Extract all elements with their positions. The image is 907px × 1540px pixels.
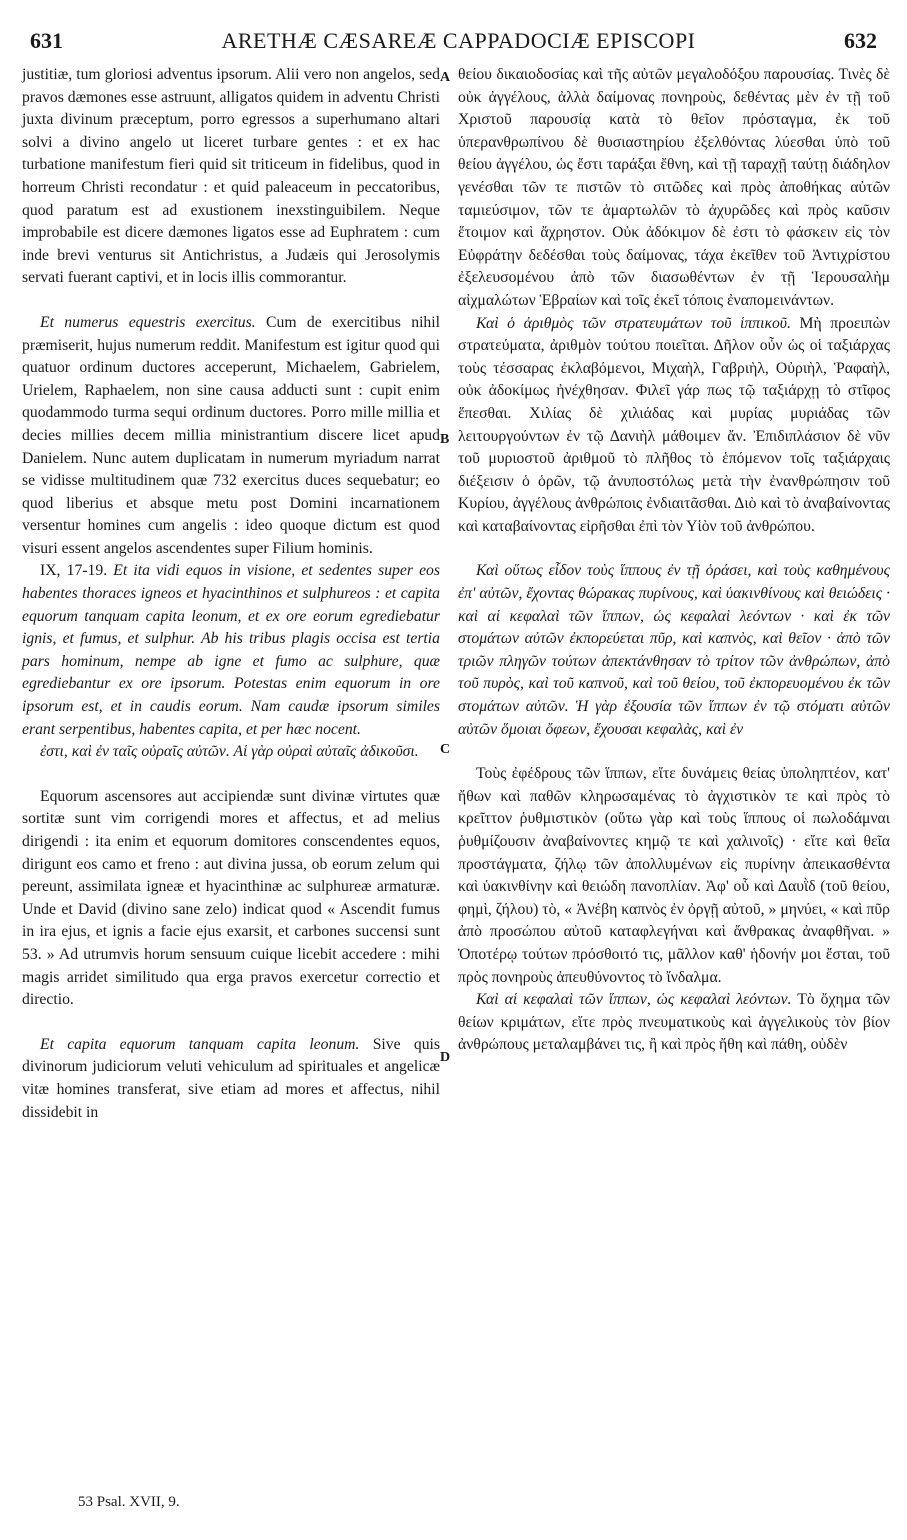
greek-continuation: ἐστι, καὶ ἐν ταῖς οὐραῖς αὐτῶν. Αἱ γὰρ οὐραὶ αὐταῖς ἀδικοῦσι. <box>40 743 419 761</box>
latin-text: justitiæ, tum gloriosi adventus ipsorum. Alii vero non angelos, sed pravos dæmones esse astruunt, alligatos quidem in adventu Christi juxta divinum præceptum, porro egressos a superhumano altari solvi a divino angelo ut liceret turbare gentes : et ex hac turbatione manifestum fieri quid sit triticeum in fidelibus, quod in horreum Christi recondatur : et quid paleaceum in peccatoribus, quod paratum est ad exustionem inexstinguibilem. Neque improbabile est dicere dæmones ligatos esse ad Euphratem : cum inde brevi venturus sit Antichristus, a Judæis qui Jerosolymis servati fuerant captivi, et in locis illis commorantur. <box>22 66 440 287</box>
right-page-number: 632 <box>844 28 877 53</box>
running-title: ARETHÆ CÆSAREÆ CAPPADOCIÆ EPISCOPI <box>221 28 696 53</box>
margin-marker-d: D <box>440 1050 451 1065</box>
greek-paragraph-5 <box>458 989 890 1057</box>
latin-paragraph-5 <box>22 1034 440 1124</box>
greek-text: Μὴ προειπὼν στρατεύματα, ἀριθμὸν τούτου ποιεῖται. Δῆλον οὖν ὡς οἱ ταξιάρχας τοὺς τέσσαρας ἐκλαβόμενοι, Μιχαὴλ, Γαβριὴλ, Οὐριὴλ, Ῥαφαὴλ, οὐκ ἀδοκίμως ἠνέχθησαν. Φιλεῖ γάρ πως τῷ ταξιάρχῃ τὸ στῖφος ἕπεσθαι. Χιλίας δὲ χιλιάδας καὶ μυρίας μυριάδας τῶν λειτουργούντων ἐν τῷ Δανιὴλ μάθοιμεν ἄν. Ἐπιδιπλάσιον δὲ νῦν τοῦ μυριοστοῦ ἀριθμοῦ τὸ πλῆθος τὸ ἑπόμενον τοῖς ταξιάρχαις διέξεισιν ὁ ὁρῶν, τῷ ἀνυποστόλως μετὰ τὴν ἐνανθρώπησιν τοῦ Κυρίου, ἀγγέλους ἀνθρώποις ἐνδιαιτᾶσθαι. Διὸ καὶ τὸ ἀναβαίνοντας καὶ καταβαίνοντας εἰρῆσθαι ἐπὶ τὸν Υἱὸν τοῦ ἀνθρώπου. <box>458 314 890 535</box>
margin-marker-c: C <box>440 742 451 757</box>
margin-marker-a: A <box>440 70 451 85</box>
latin-paragraph-4 <box>22 786 440 1012</box>
greek-text: Τὸ ὄχημα τῶν θείων κριμάτων, εἴτε πρὸς πνευματικοὺς καὶ ἀγγελικοὺς τὸν βίον ἀνθρώπους μεταλαμβάνει τις, ἢ καὶ πρὸς ἤθη καὶ πάθη, οὐδὲν <box>458 991 891 1054</box>
greek-lemma: Καὶ οὕτως εἶδον τοὺς ἵππους ἐν τῇ ὁράσει, καὶ τοὺς καθημένους ἐπ' αὐτῶν, ἔχοντας θώρακας πυρίνους, καὶ ὑακινθίνους καὶ θειώδεις · καὶ αἱ κεφαλαὶ τῶν ἵππων, ὡς κεφαλαὶ λεόντων · καὶ ἐκ τῶν στομάτων αὐτῶν ἐκπορεύεται πῦρ, καὶ καπνὸς, καὶ θεῖον · ἀπὸ τῶν τριῶν πληγῶν τούτων ἀπεκτάνθησαν τὸ τρίτον τῶν ἀνθρώπων, ἀπὸ τοῦ πυρὸς, καὶ τοῦ καπνοῦ, καὶ τοῦ θείου, τοῦ ἐκπορευομένου ἐκ τῶν στομάτων αὐτῶν. Ἡ γὰρ ἐξουσία τῶν ἵππων ἐν τῷ στόματι αὐτῶν αὐτῶν ὅμοιαι ὄφεων, ἔχουσαι κεφαλὰς, καὶ ἐν <box>458 562 890 738</box>
latin-text: Sive quis divinorum judiciorum veluti vehiculum ad spirituales et angelicæ vitæ homines transferat, sive etiam ad mores et affectus, nihil dissidebit in <box>22 1035 441 1121</box>
greek-text: Τοὺς ἐφέδρους τῶν ἵππων, εἴτε δυνάμεις θείας ὑποληπτέον, κατ' ἤθων καὶ παθῶν κληρωσαμένας τὸ ἀγχιστικὸν τε καὶ πρὸς τὸ κρεῖττον ῥυθμιστικὸν (οὕτω γὰρ καὶ τοὺς ἵππους οἱ πωλοδάμναι ῥυθμίζουσιν ἀναβαίνοντες κημῷ τε καὶ χαλινοῖς) · εἴτε καὶ θεῖα προστάγματα, ζήλῳ τῶν ἀπολλυμένων εἰς πυρίνην ἀπεικασθέντα καὶ ὑακινθίνην καὶ θειώδη πανοπλίαν. Ἀφ' οὗ καὶ Δαυῒδ (τοῦ θείου, φημὶ, ζήλου) τὸ, « Ἀνέβη καπνὸς ἐν ὀργῇ αὐτοῦ, » μηνύει, « καὶ πῦρ ἀπὸ προσώπου αὐτοῦ καταφλεγήναι καὶ ἄνθρακας ἀναφθῆναι. » Ὁποτέρῳ τούτων πρόσθοιτό τις, μᾶλλον καθ' ἡδονήν μοι ἔσται, τοῦ πρὸς πονηροὺς ἀπευθύνοντος τὸ ἴνδαλμα. <box>458 765 890 986</box>
margin-marker-b: B <box>440 432 450 447</box>
latin-column <box>22 64 440 1124</box>
greek-paragraph-4 <box>458 763 890 989</box>
greek-lemma: Καὶ αἱ κεφαλαὶ τῶν ἵππων, ὡς κεφαλαὶ λεόντων. <box>476 991 792 1009</box>
latin-paragraph-1 <box>22 64 440 290</box>
greek-paragraph-1 <box>458 64 890 313</box>
latin-lemma: Et capita equorum tanquam capita leonum. <box>40 1035 360 1053</box>
latin-paragraph-2 <box>22 312 440 561</box>
footnote: 53 Psal. XVII, 9. <box>78 1494 180 1510</box>
greek-text: θείου δικαιοδοσίας καὶ τῆς αὐτῶν μεγαλοδόξου παρουσίας. Τινὲς δὲ οὐκ ἀγγέλους, ἀλλὰ δαίμονας πονηροὺς, δεθέντας μὲν ἐν τῇ τοῦ Χριστοῦ παρουσίᾳ κατὰ τὸ θεῖον πρόσταγμα, ἐκ τοῦ ὑπερανθρωπίνου δὲ θυσιαστηρίου ἐξελθόντας λύεσθαι ὑπὸ τοῦ θείου ἀγγέλου, ὡς ἔστι ταράξαι ἔθνη, καὶ τῇ ταραχῇ ταύτῃ διάδηλον γενέσθαι τῶν τε πιστῶν τὸ σιτῶδες καὶ πρὸς ἀποθήκας αὐτῶν ταμιεύσιμον, τῶν τε ἁμαρτωλῶν τὸ ἀχυρῶδες καὶ πρὸς καῦσιν ἕτοιμον καὶ ἄχρηστον. Οὐκ ἀδόκιμον δὲ ἐστι τὸ φάσκειν εἰς τὸν Εὐφράτην δεδέσθαι τοὺς δαίμονας, τάχα ἐκεῖθεν τοῦ Ἀντιχρίστου ἐξελευσομένου ἀπὸ τῶν διασωθέντων ἐν τῇ Ἱερουσαλὴμ αἰχμαλώτων Ἑβραίων καὶ τοῖς ἐκεῖ τόποις ἐναπομεινάντων. <box>458 66 890 309</box>
left-page-number: 631 <box>30 28 63 53</box>
greek-column <box>458 64 890 1057</box>
verse-reference: IX, 17-19. <box>40 562 108 580</box>
running-header <box>30 28 887 58</box>
latin-paragraph-3 <box>22 560 440 763</box>
greek-lemma: Καὶ ὁ ἀριθμὸς τῶν στρατευμάτων τοῦ ἱππικοῦ. <box>476 314 791 332</box>
latin-text: Equorum ascensores aut accipiendæ sunt divinæ virtutes quæ sortitæ sunt vim corrigendi mores et affectus, et ad melius dirigendi : ita enim et equorum domitores conscendentes equos, dirigunt eos camo et freno : aut divina jussa, ob eorum zelum qui pereunt, assimilata igneæ et hyacinthinæ ac sulphureæ armaturæ. Unde et David (divino sane zelo) indicat quod « Ascendit fumus in ira ejus, et ignis a facie ejus exarsit, et carbones succensi sunt 53. » Ad utrumvis horum sensuum cuique licebit accedere : mihi magis arridet similitudo qua erga pravos exercetur correctio et directio. <box>22 787 440 1009</box>
greek-paragraph-3 <box>458 560 890 741</box>
latin-lemma: Et ita vidi equos in visione, et sedentes super eos habentes thoraces igneos et hyacinthinos et sulphureos : et capita equorum tanquam capita leonum, et ex ore eorum egrediebatur ignis, et fumus, et sulphur. Ab his tribus plagis occisa est tertia pars hominum, nempe ab igne et fumo ac sulphure, quæ egrediebantur ex ore ipsorum. Potestas enim equorum in ore ipsorum est, et in caudis eorum. Nam caudæ ipsorum similes erant serpentibus, habentes capita, et per hæc nocent. <box>22 562 441 738</box>
latin-text: Cum de exercitibus nihil præmiserit, hujus numerum reddit. Manifestum est igitur quod qui quatuor ordinum ductores acceperunt, Michaelem, Gabrielem, Urielem, Raphaelem, non sine causa adducti sunt : cupit enim quodammodo turma sequi ordinum ductores. Porro mille millia et decies millies decem millia ministrantium discere licet apud Danielem. Nunc autem duplicatam in numerum myriadum narrat se vidisse multitudinem quæ 732 exercitus duces sequebatur; eo quod liberius et absque metu post Domini incarnationem versentur homines cum angelis : ideo quoque dictum est quod visuri essent angelos ascendentes super Filium hominis. <box>22 313 440 557</box>
latin-lemma: Et numerus equestris exercitus. <box>40 313 256 331</box>
greek-paragraph-2 <box>458 313 890 539</box>
